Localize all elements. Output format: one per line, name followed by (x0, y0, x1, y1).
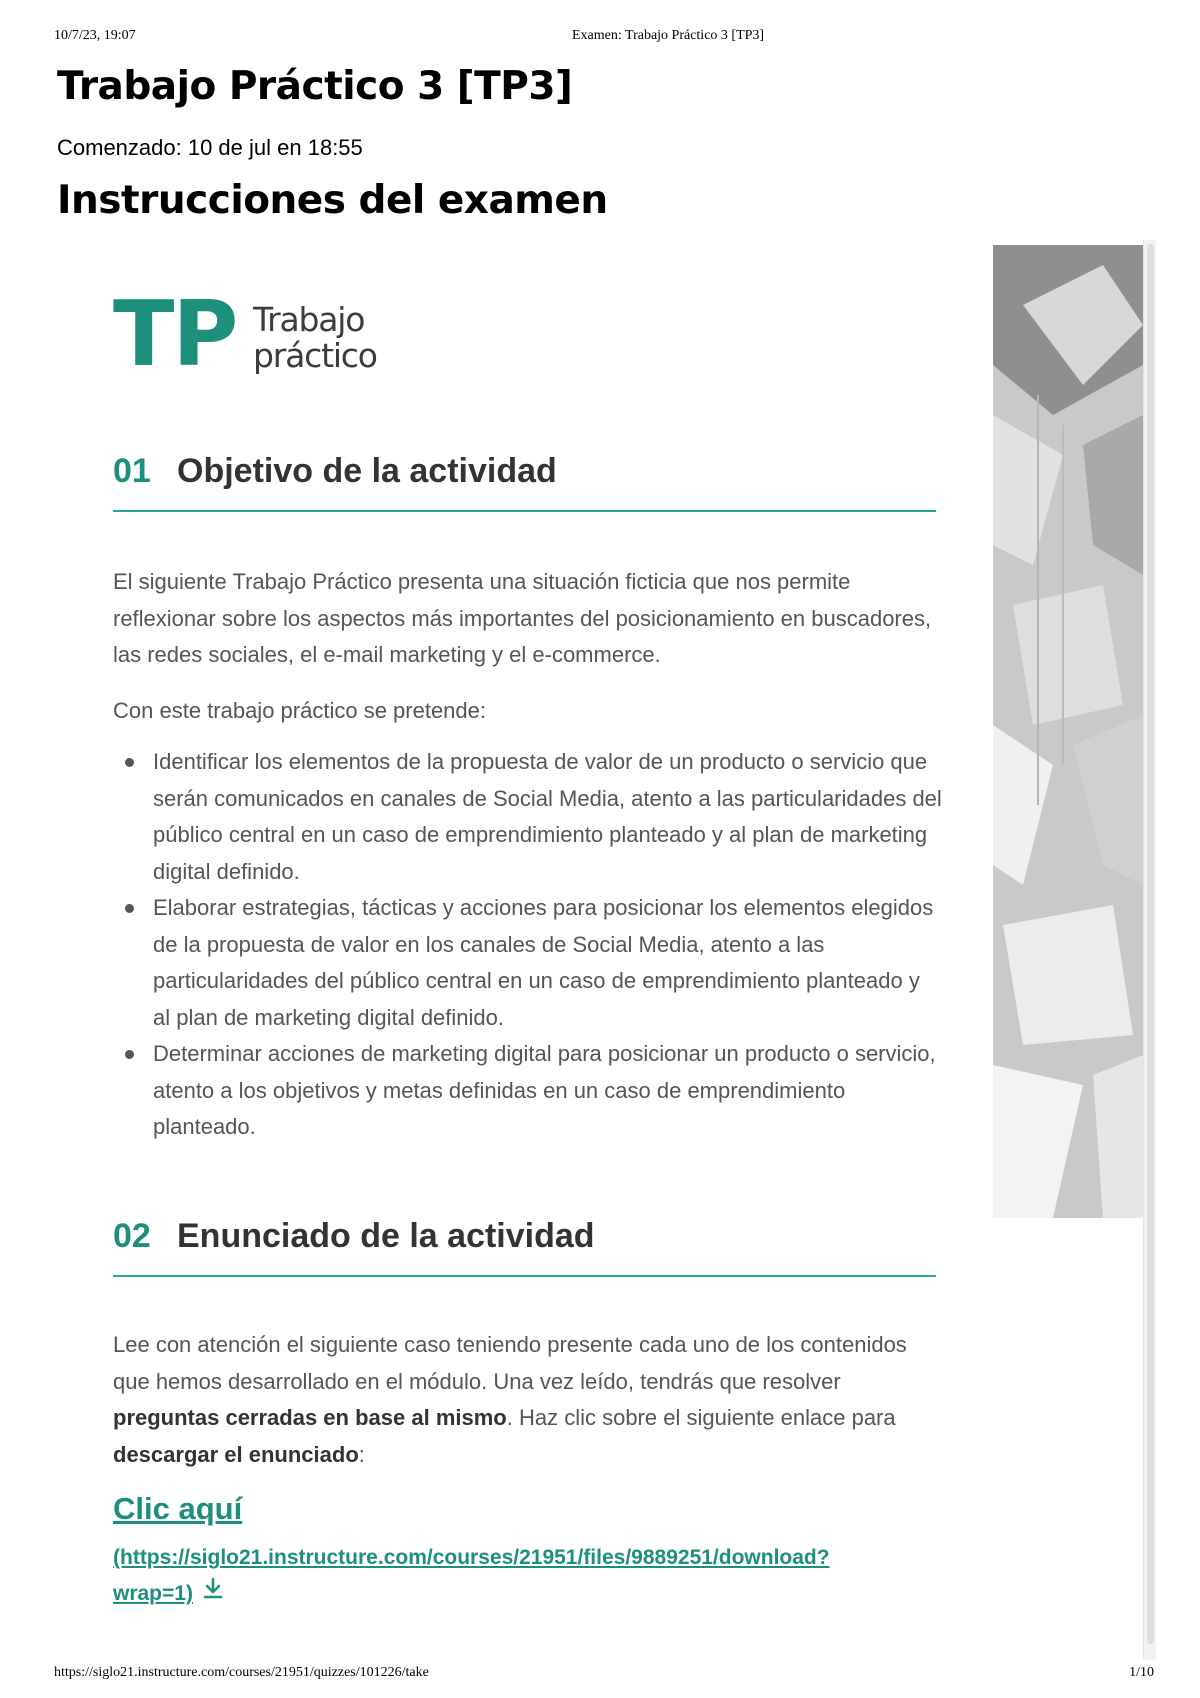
statement-text-b: . Haz clic sobre el siguiente enlace para (506, 1405, 896, 1430)
logo-letters: TP (113, 282, 237, 387)
statement-bold-b: descargar el enunciado (113, 1441, 359, 1467)
logo-line-1: Trabajo (253, 300, 365, 339)
bullet-icon (125, 904, 134, 913)
section-number: 02 (113, 1217, 151, 1255)
print-datetime: 10/7/23, 19:07 (54, 28, 136, 43)
statement-paragraph (113, 1327, 943, 1473)
architectural-pattern-image (993, 245, 1143, 1218)
list-item (113, 890, 943, 1036)
started-timestamp: Comenzado: 10 de jul en 18:55 (57, 135, 363, 160)
scrollbar[interactable] (1143, 240, 1156, 1660)
tp-logo (113, 282, 413, 387)
bullet-icon (125, 758, 134, 767)
print-url: https://siglo21.instructure.com/courses/21951/quizzes/101226/take (54, 1665, 429, 1680)
quiz-title: Trabajo Práctico 3 [TP3] (57, 64, 573, 109)
statement-text-c: : (358, 1441, 365, 1467)
instructions-heading: Instrucciones del examen (57, 178, 608, 223)
list-item (113, 1036, 943, 1146)
statement-bold-a: preguntas cerradas en base al mismo (113, 1405, 507, 1430)
list-item (113, 744, 943, 890)
decorative-side-image (993, 245, 1143, 1218)
print-page-number: 1/10 (1129, 1665, 1154, 1680)
print-page-title: Examen: Trabajo Práctico 3 [TP3] (572, 28, 765, 43)
download-link[interactable]: Clic aquí (113, 1491, 243, 1526)
download-link-url[interactable] (113, 1540, 893, 1612)
section-02-heading (113, 1213, 936, 1277)
objective-paragraph: El siguiente Trabajo Práctico presenta una situación ficticia que nos permite reflexionar sobre los aspectos más importantes del posicionamiento en buscadores, las redes sociales, el e-mail marketing y el e-commerce. (113, 569, 932, 667)
print-footer (0, 1665, 1200, 1685)
print-header (0, 28, 1200, 48)
list-item-text: Identificar los elementos de la propuesta de valor de un producto o servicio que serán comunicados en canales de Social Media, atento a las particularidades del público central en un caso de emprendimiento planteado y al plan de marketing digital definido. (153, 749, 942, 884)
objective-list (113, 744, 943, 1146)
scrollbar-thumb[interactable] (1147, 244, 1154, 1644)
download-icon[interactable] (201, 1576, 225, 1612)
bullet-icon (125, 1050, 134, 1059)
logo-line-2: práctico (253, 336, 377, 375)
statement-text-a: Lee con atención el siguiente caso teniendo presente cada uno de los contenidos que hemos desarrollado en el módulo. Una vez leído, tendrás que resolver (113, 1332, 907, 1394)
list-item-text: Elaborar estrategias, tácticas y acciones para posicionar los elementos elegidos de la propuesta de valor en los canales de Social Media, atento a las particularidades del público central en un caso de emprendimiento planteado y al plan de marketing digital definido. (153, 895, 934, 1030)
section-01-heading (113, 448, 936, 512)
section-title: Objetivo de la actividad (177, 452, 557, 490)
section-title: Enunciado de la actividad (177, 1217, 595, 1255)
list-item-text: Determinar acciones de marketing digital para posicionar un producto o servicio, atento a los objetivos y metas definidas en un caso de emprendimiento planteado. (153, 1041, 936, 1139)
download-url-text[interactable]: (https://siglo21.instructure.com/courses/21951/files/9889251/download?wrap=1) (113, 1546, 830, 1605)
section-number: 01 (113, 452, 151, 490)
objective-intro: Con este trabajo práctico se pretende: (113, 698, 487, 723)
